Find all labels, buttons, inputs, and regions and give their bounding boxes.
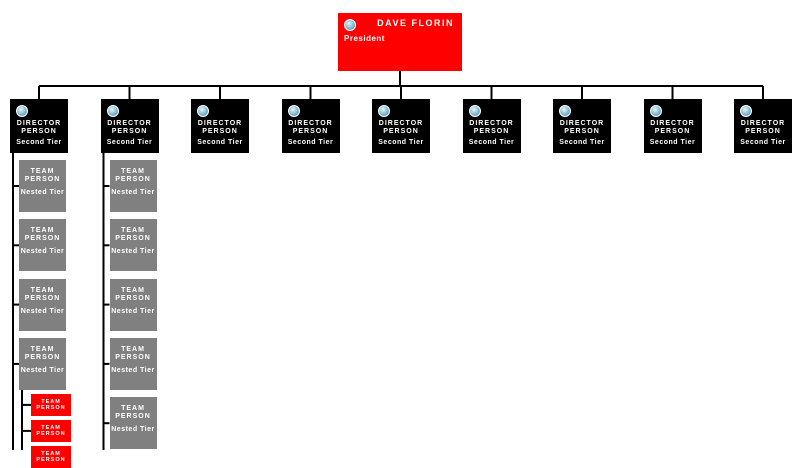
person-name: DIRECTOR PERSON [650,120,695,136]
director-node[interactable] [191,99,249,153]
director-node[interactable] [372,99,430,153]
team-member-node[interactable] [110,397,157,449]
person-name: TEAM PERSON [115,227,151,243]
person-photo-icon [288,105,300,117]
person-role: Nested Tier [20,248,65,256]
person-role: Nested Tier [111,248,155,256]
person-role: Second Tier [740,139,786,147]
person-name: TEAM PERSON [24,345,61,361]
person-photo-icon [559,105,571,117]
president-name: DAVE FLORIN [377,18,454,28]
person-name: DIRECTOR PERSON [378,120,424,136]
person-role: Second Tier [378,139,424,147]
person-role: Second Tier [197,139,243,147]
team-member-node[interactable] [110,279,157,331]
sub-team-member-node[interactable] [31,394,71,416]
person-name: DIRECTOR PERSON [16,120,62,136]
person-photo-icon [740,105,752,117]
person-name: TEAM PERSON [24,227,61,243]
person-name: DIRECTOR PERSON [559,120,605,136]
team-member-node[interactable] [19,338,66,390]
team-member-node[interactable] [110,160,157,212]
person-name: TEAM PERSON [36,424,66,438]
sub-team-member-node[interactable] [31,420,71,442]
person-photo-icon [469,105,481,117]
director-node[interactable] [282,99,340,153]
person-role: Second Tier [559,139,605,147]
director-node[interactable] [10,99,68,153]
person-photo-icon [197,105,209,117]
person-role: Nested Tier [20,189,65,197]
person-name: DIRECTOR PERSON [469,120,514,136]
person-photo-icon [344,19,356,31]
person-role: Nested Tier [111,307,155,315]
director-node[interactable] [463,99,521,153]
person-name: TEAM PERSON [115,168,151,184]
director-node[interactable] [734,99,792,153]
person-name: DIRECTOR PERSON [288,120,333,136]
person-name: DIRECTOR PERSON [107,120,152,136]
person-photo-icon [378,105,390,117]
person-name: TEAM PERSON [36,398,66,412]
person-name: TEAM PERSON [115,345,151,361]
person-name: DIRECTOR PERSON [197,120,243,136]
person-role: Nested Tier [20,366,65,374]
director-node[interactable] [644,99,702,153]
person-role: Nested Tier [111,366,155,374]
sub-team-member-node[interactable] [31,446,71,468]
team-member-node[interactable] [19,279,66,331]
person-name: DIRECTOR PERSON [740,120,786,136]
person-role: Nested Tier [111,426,155,434]
person-name: TEAM PERSON [115,405,151,421]
team-member-node[interactable] [110,219,157,271]
person-name: TEAM PERSON [115,286,151,302]
person-photo-icon [107,105,119,117]
person-name: TEAM PERSON [36,450,66,464]
person-name: TEAM PERSON [24,286,61,302]
person-role: Nested Tier [20,307,65,315]
person-role: Second Tier [16,139,62,147]
team-member-node[interactable] [19,160,66,212]
person-role: Second Tier [106,139,153,147]
president-node[interactable] [338,13,462,71]
director-node[interactable] [553,99,611,153]
person-photo-icon [650,105,662,117]
person-role: Second Tier [287,139,334,147]
president-role: President [344,34,385,43]
director-node[interactable] [101,99,159,153]
team-member-node[interactable] [110,338,157,390]
person-name: TEAM PERSON [24,168,61,184]
person-role: Nested Tier [111,189,155,197]
person-role: Second Tier [468,139,515,147]
team-member-node[interactable] [19,219,66,271]
person-role: Second Tier [649,139,696,147]
person-photo-icon [16,105,28,117]
